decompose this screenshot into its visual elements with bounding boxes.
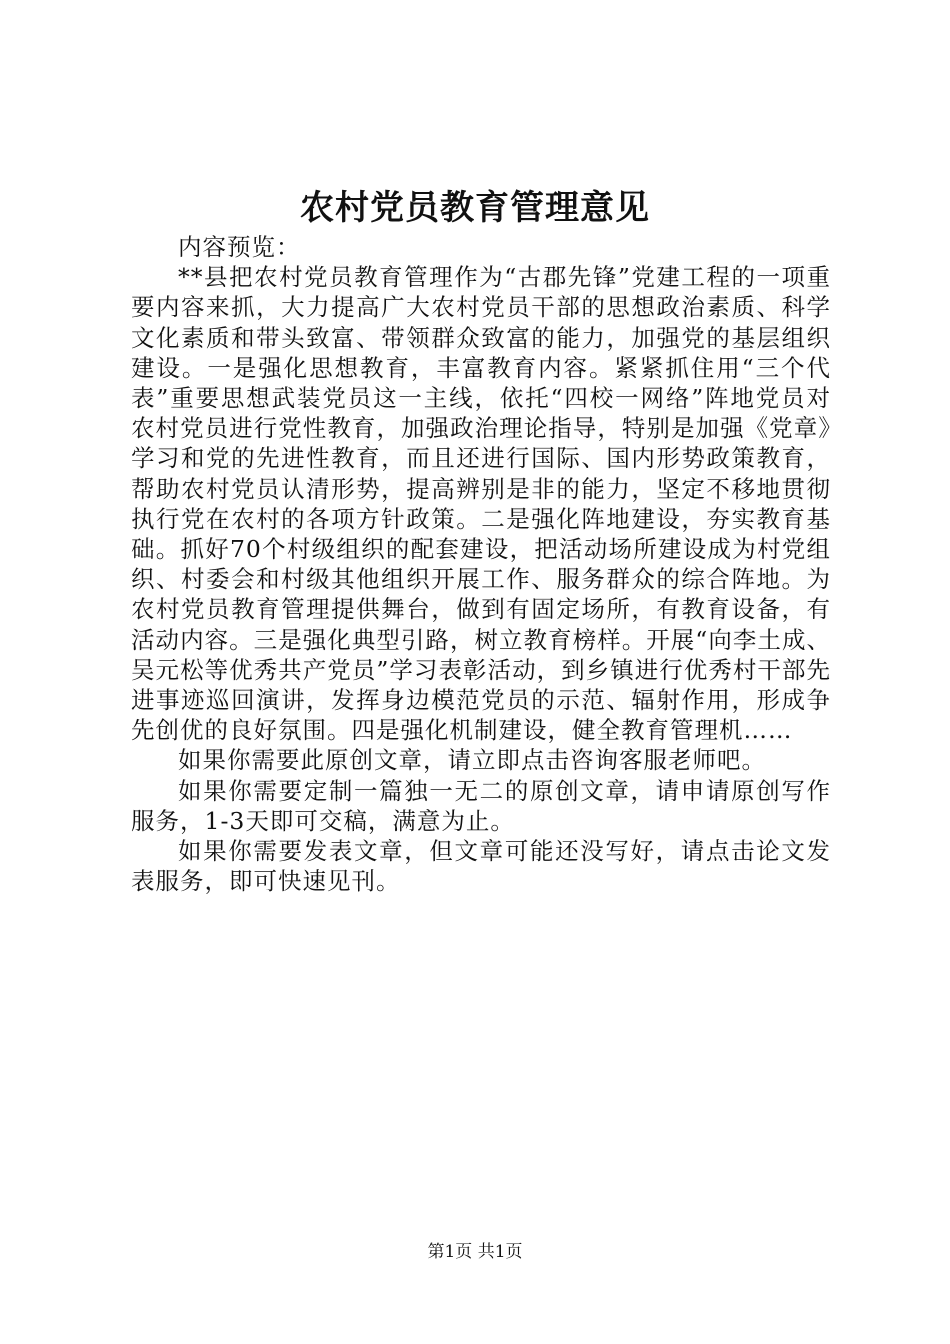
note-publishing: 如果你需要发表文章，但文章可能还没写好，请点击论文发表服务，即可快速见刊。 (131, 837, 831, 896)
note-custom-writing: 如果你需要定制一篇独一无二的原创文章，请申请原创写作服务，1-3天即可交稿，满意为止。 (131, 776, 831, 835)
main-paragraph: **县把农村党员教育管理作为“古郡先锋”党建工程的一项重要内容来抓，大力提高广大农村党员干部的思想政治素质、科学文化素质和带头致富、带领群众致富的能力，加强党的基层组织建设。一是强化思想教育，丰富教育内容。紧紧抓住用“三个代表”重要思想武装党员这一主线，依托“四校一网络”阵地党员对农村党员进行党性教育，加强政治理论指导，特别是加强《党章》学习和党的先进性教育，而且还进行国际、国内形势政策教育，帮助农村党员认清形势，提高辨别是非的能力，坚定不移地贯彻执行党在农村的各项方针政策。二是强化阵地建设，夯实教育基础。抓好70个村级组织的配套建设，把活动场所建设成为村党组织、村委会和村级其他组织开展工作、服务群众的综合阵地。为农村党员教育管理提供舞台，做到有固定场所，有教育设备，有活动内容。三是强化典型引路，树立教育榜样。开展“向李土成、吴元松等优秀共产党员”学习表彰活动，到乡镇进行优秀村干部先进事迹巡回演讲，发挥身边模范党员的示范、辐射作用，形成争先创优的良好氛围。四是强化机制建设，健全教育管理机…… (131, 263, 831, 745)
note-consult: 如果你需要此原创文章，请立即点击咨询客服老师吧。 (178, 746, 766, 775)
document-title: 农村党员教育管理意见 (300, 188, 650, 228)
page-footer: 第1页 共1页 (427, 1242, 523, 1262)
preview-label: 内容预览： (178, 233, 301, 261)
document-body (131, 232, 831, 896)
